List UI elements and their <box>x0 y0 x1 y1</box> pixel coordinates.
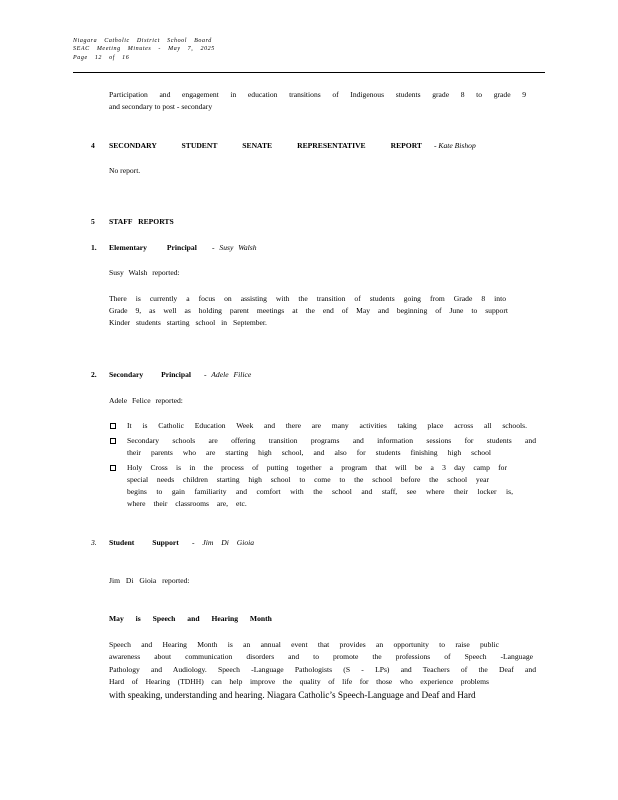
elementary-title: Elementary Principal <box>109 243 197 252</box>
bullet-marker <box>110 465 116 471</box>
secondary-bullet-2-line-1: Secondary schools are offering transition programs and information sessions for students and <box>127 436 536 445</box>
secondary-bullet-3-line-4: where their classrooms are, etc. <box>127 499 247 508</box>
header-board-name: Niagara Catholic District School Board <box>73 38 212 44</box>
student-support-number: 3. <box>91 538 97 547</box>
elementary-number: 1. <box>91 243 97 252</box>
student-support-presenter: - Jim Di Gioia <box>192 538 255 547</box>
secondary-reported: Adele Felice reported: <box>109 396 183 405</box>
speech-paragraph-line-5: with speaking, understanding and hearing. Niagara Catholic’s Speech-Language and Deaf and Hard <box>109 690 476 700</box>
speech-paragraph-line-1: Speech and Hearing Month is an annual event that provides an opportunity to raise public <box>109 640 499 649</box>
elementary-paragraph-line-2: Grade 9, as well as holding parent meetings at the end of May and beginning of June to support <box>109 306 508 315</box>
section-4-number: 4 <box>91 141 95 150</box>
elementary-reported: Susy Walsh reported: <box>109 268 180 277</box>
secondary-bullet-3-line-1: Holy Cross is in the process of putting together a program that will be a 3 day camp for <box>127 463 507 472</box>
bullet-marker <box>110 423 116 429</box>
secondary-title: Secondary Principal <box>109 370 192 379</box>
section-4-body: No report. <box>109 166 141 175</box>
header-rule <box>73 72 545 73</box>
elementary-presenter: - Susy Walsh <box>212 243 257 252</box>
header-meeting: SEAC Meeting Minutes - May 7, 2025 <box>73 46 215 52</box>
section-4-title: SECONDARY STUDENT SENATE REPRESENTATIVE REPORT <box>109 141 422 150</box>
secondary-number: 2. <box>91 370 97 379</box>
section-5-title: STAFF REPORTS <box>109 217 174 226</box>
section-5-number: 5 <box>91 217 95 226</box>
elementary-paragraph-line-3: Kinder students starting school in September. <box>109 318 267 327</box>
secondary-bullet-2-line-2: their parents who are starting high school, and also for students finishing high school <box>127 448 491 457</box>
elementary-paragraph-line-1: There is currently a focus on assisting with the transition of students going from Grade 8 into <box>109 294 506 303</box>
secondary-presenter: - Adele Filice <box>204 370 252 379</box>
speech-paragraph-line-2: awareness about communication disorders and to promote the professions of Speech -Language <box>109 652 533 661</box>
header-page-number: Page 12 of 16 <box>73 55 130 61</box>
secondary-bullet-3-line-3: begins to gain familiarity and comfort with the school and staff, see where their locker is, <box>127 487 513 496</box>
student-support-reported: Jim Di Gioia reported: <box>109 576 190 585</box>
student-support-title: Student Support <box>109 538 179 547</box>
secondary-bullet-3-line-2: special needs children starting high school to come to the school before the school year <box>127 475 489 484</box>
speech-hearing-subheading: May is Speech and Hearing Month <box>109 614 272 623</box>
secondary-bullet-1: It is Catholic Education Week and there are many activities taking place across all schools. <box>127 421 527 430</box>
section-4-presenter: - Kate Bishop <box>434 141 476 150</box>
speech-paragraph-line-3: Pathology and Audiology. Speech -Language Pathologists (S - LPs) and Teachers of the Deaf and <box>109 665 536 674</box>
speech-paragraph-line-4: Hard of Hearing (TDHH) can help improve the quality of life for those who experience problems <box>109 677 489 686</box>
intro-line-2: and secondary to post - secondary <box>109 102 213 111</box>
bullet-marker <box>110 438 116 444</box>
intro-line-1: Participation and engagement in education transitions of Indigenous students grade 8 to grade 9 <box>109 90 526 99</box>
